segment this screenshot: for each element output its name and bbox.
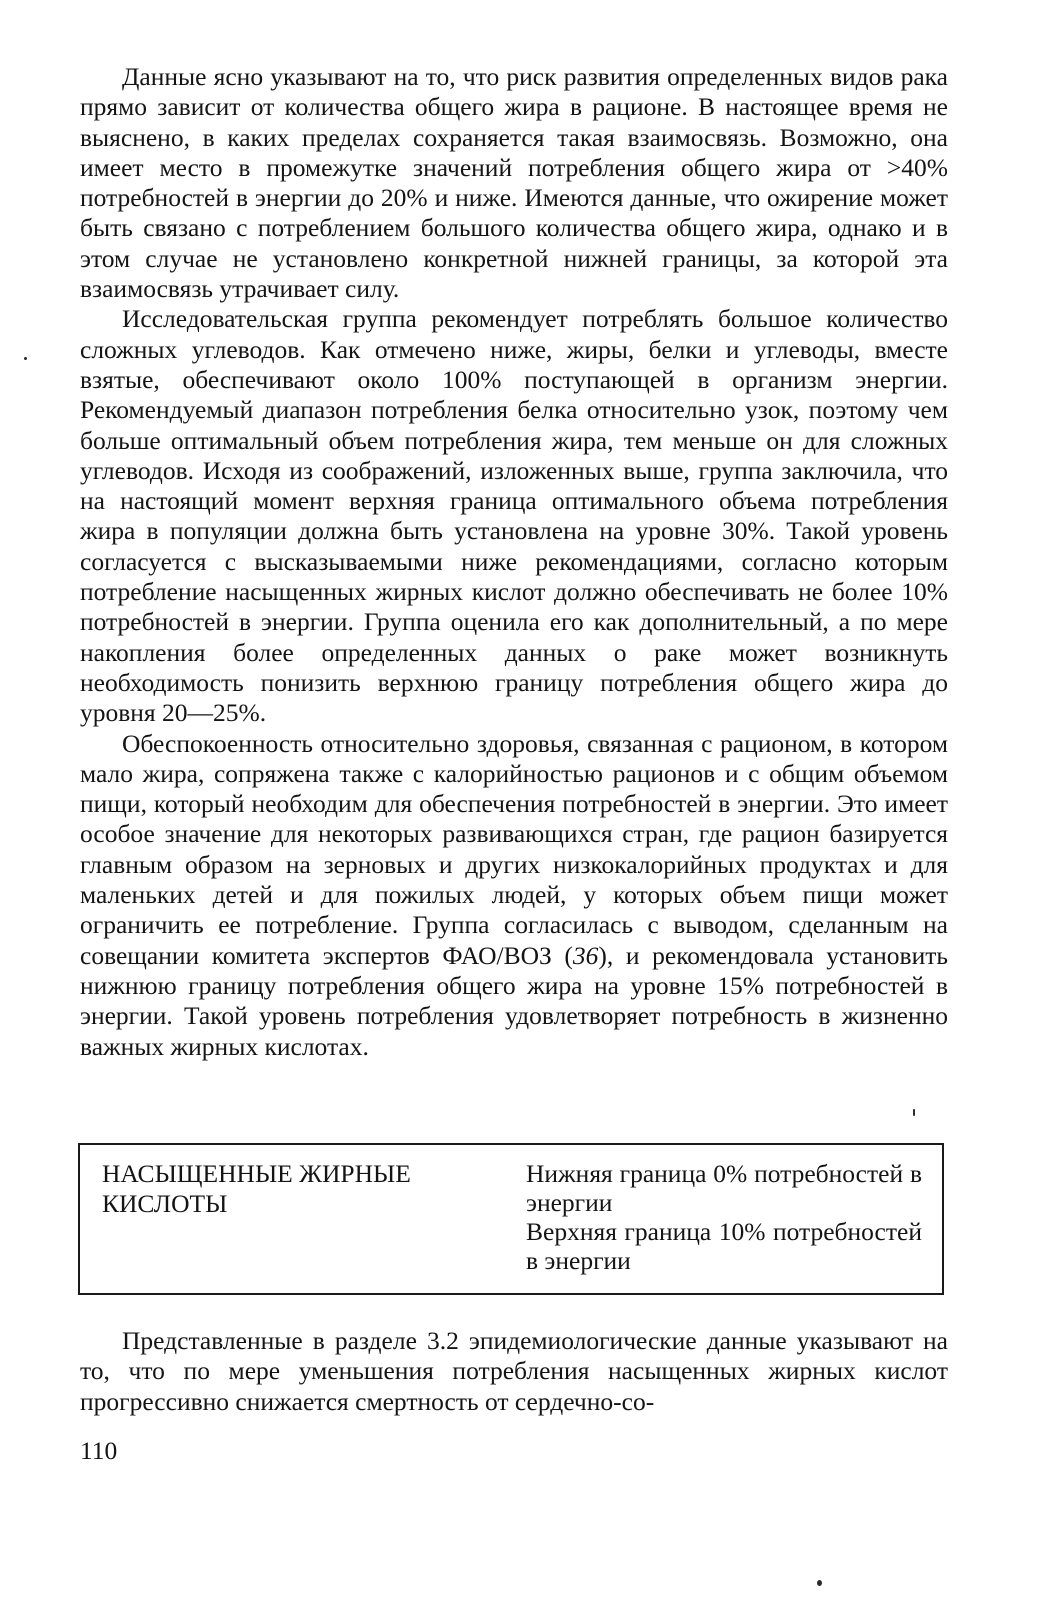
- nutrient-name: НАСЫЩЕННЫЕ ЖИРНЫЕ КИСЛОТЫ: [102, 1159, 411, 1218]
- lower-limit: Нижняя граница 0% потребностей в энергии: [526, 1159, 922, 1217]
- paragraph-text-before-reference: Обеспокоенность относительно здоровья, связанная с рационом, в котором мало жира, сопряжена также с калорийностью рационов и с общим объемом пищи, который необходим для обеспечения потребностей в энергии. Это имеет особое значение для некоторых развивающихся стран, где рацион базируется главным образом на зерновых и других низкокалорийных продуктах и для маленьких детей и для пожилых людей, у которых объем пищи может ограничить ее потребление. Группа согласилась с выводом, сделанным на совещании комитета экспертов ФАО/ВОЗ (: [80, 728, 948, 970]
- recommendation-box: [78, 1143, 944, 1295]
- paragraph-saturated-fat-mortality: Представленные в разделе 3.2 эпидемиологические данные указывают на то, что по мере уменьшения потребления насыщенных жирных кислот прогрессивно снижается смертность от сердечно-со-: [80, 1326, 948, 1416]
- paragraph-complex-carbohydrates: Исследовательская группа рекомендует потреблять большое количество сложных углеводов. Как отмечено ниже, жиры, белки и углеводы, вместе взятые, обеспечивают около 100% поступающей в организм энергии. Рекомендуемый диапазон потребления белка относительно узок, поэтому чем больше оптимальный объем потребления жира, тем меньше он для сложных углеводов. Исходя из соображений, изложенных выше, группа заключила, что на настоящий момент верхняя граница оптимального объема потребления жира в популяции должна быть установлена на уровне 30%. Такой уровень согласуется с высказываемыми ниже рекомендациями, согласно которым потребление насыщенных жирных кислот должно обеспечивать не более 10% потребностей в энергии. Группа оценила его как дополнительный, а по мере накопления более определенных данных о раке может возникнуть необходимость понизить верхнюю границу потребления общего жира до уровня 20—25%.: [80, 304, 948, 728]
- upper-limit: Верхняя граница 10% потребностей в энергии: [526, 1217, 922, 1275]
- reference-number: 36: [572, 940, 599, 970]
- scan-speck: [24, 357, 27, 360]
- scan-speck: [817, 1580, 822, 1586]
- paragraph-text-after-reference: ), и рекомендовала установить нижнюю границу потребления общего жира на уровне 15% потребностей в энергии. Такой уровень потребления удовлетворяет потребность в жизненно важных жирных кислотах.: [80, 940, 948, 1061]
- continuation-text-column: [80, 1326, 948, 1417]
- scan-speck: [913, 1109, 915, 1116]
- main-text-column: [80, 62, 948, 1062]
- paragraph-cancer-fat-risk: Данные ясно указывают на то, что риск развития определенных видов рака прямо зависит от количества общего жира в рационе. В настоящее время не выяснено, в каких пределах сохраняется такая взаимосвязь. Возможно, она имеет место в промежутке значений потребления общего жира от >40% потребностей в энергии до 20% и ниже. Имеются данные, что ожирение может быть связано с потреблением большого количества общего жира, однако и в этом случае не установлено конкретной нижней границы, за которой эта взаимосвязь утрачивает силу.: [80, 62, 948, 304]
- paragraph-low-fat-diet-concerns: [80, 729, 948, 1062]
- recommendation-limits: [526, 1159, 922, 1275]
- page-number: 110: [80, 1436, 118, 1465]
